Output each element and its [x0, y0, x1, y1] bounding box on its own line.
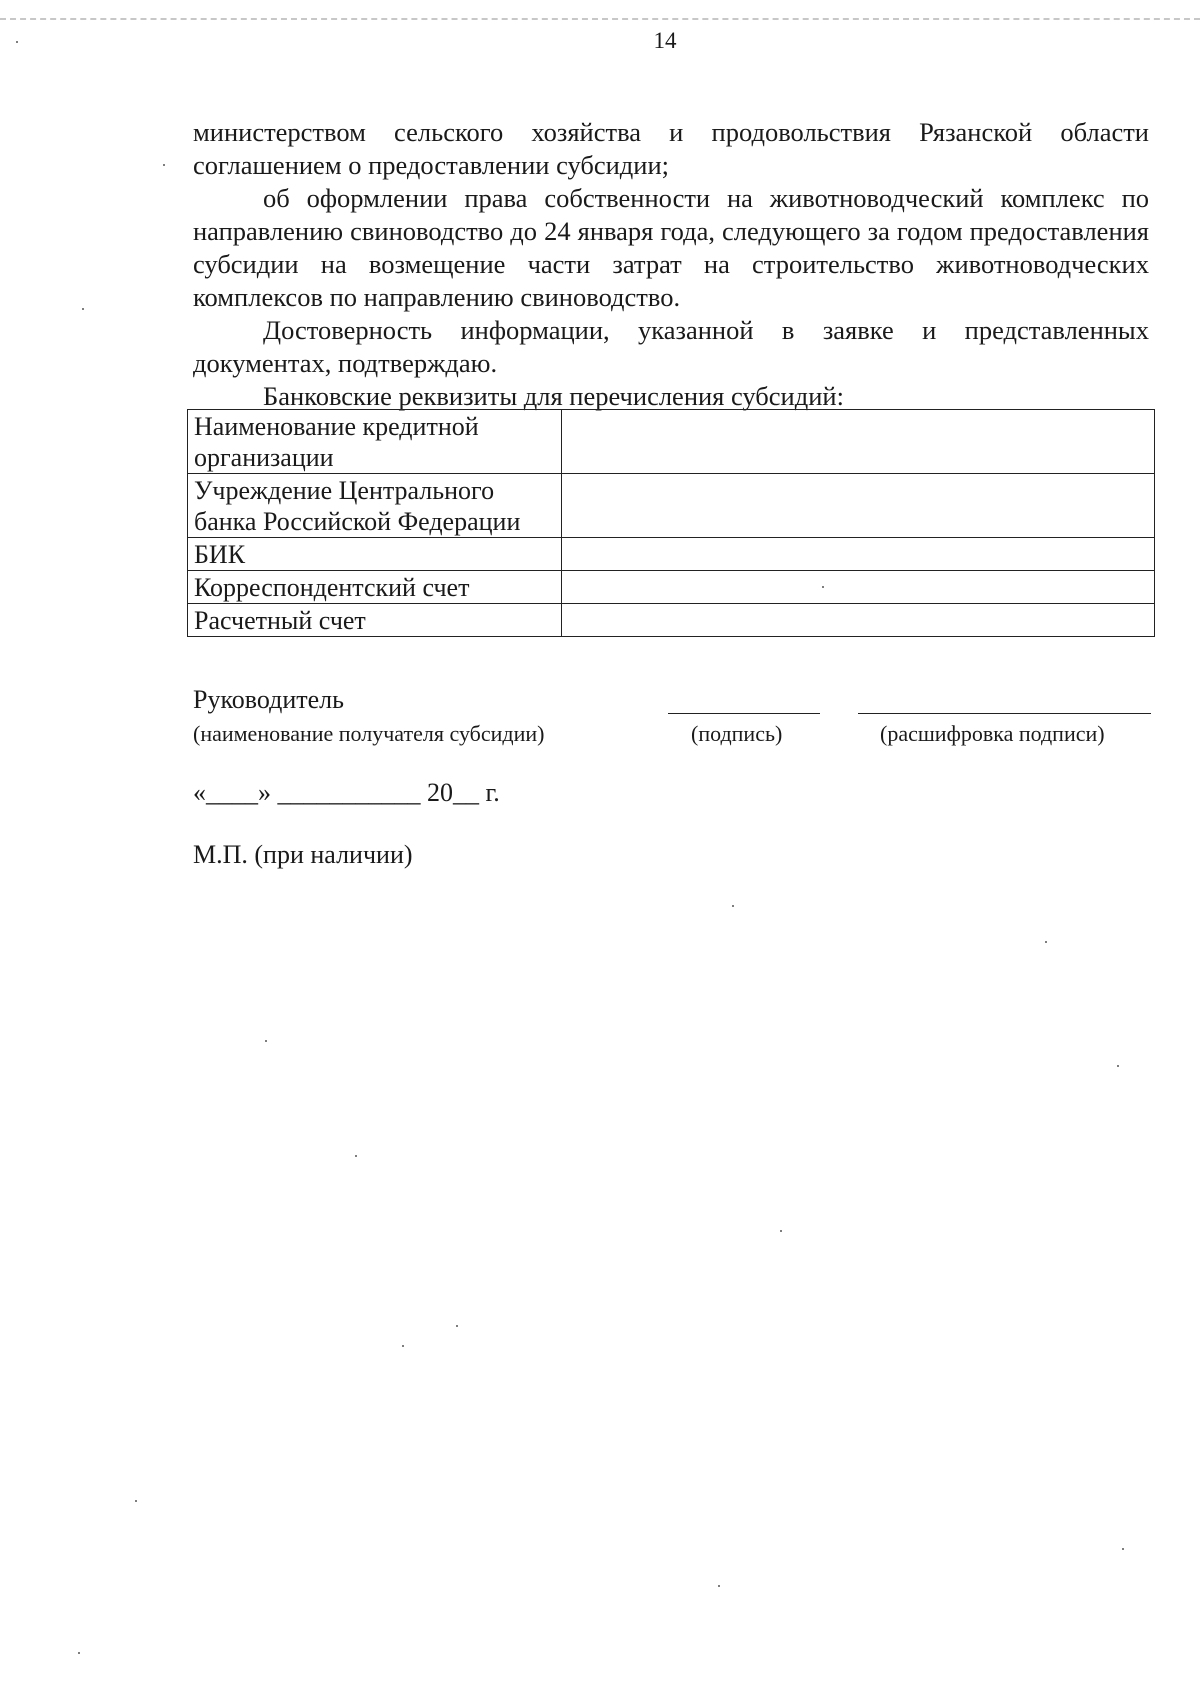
bik-value[interactable]: [562, 538, 1155, 571]
table-row: [188, 474, 1155, 538]
central-bank-label: Учреждение Центрального банка Российской Федерации: [188, 474, 562, 538]
date-line: «____» ___________ 20__ г.: [193, 778, 500, 807]
table-row: [188, 571, 1155, 604]
table-row: [188, 538, 1155, 571]
signature-block: [193, 685, 1153, 755]
signature-caption: (подпись): [691, 721, 783, 746]
scan-speck: [780, 1230, 782, 1232]
signature-decoding-line[interactable]: [858, 713, 1151, 714]
recipient-name-caption: (наименование получателя субсидии): [193, 721, 545, 746]
scan-edge: [0, 18, 1200, 20]
central-bank-value[interactable]: [562, 474, 1155, 538]
paragraph-ownership: [193, 182, 1149, 314]
settlement-account-label: Расчетный счет: [188, 604, 562, 637]
settlement-account-value[interactable]: [562, 604, 1155, 637]
scan-speck: [135, 1500, 137, 1502]
head-title: Руководитель: [193, 685, 344, 714]
paragraph-ministry-text: министерством сельского хозяйства и продовольствия Рязанской области соглашением о предоставлении субсидии;: [193, 117, 1149, 180]
paragraph-ownership-text: об оформлении права собственности на животноводческий комплекс по направлению свиноводство до 24 января года, следующего за годом предоставления субсидии на возмещение части затрат на строительство животноводческих комплексов по направлению свиноводство.: [193, 183, 1149, 312]
paragraph-confirmation: [193, 314, 1149, 380]
bank-details-table: [187, 409, 1155, 637]
bank-name-label: Наименование кредитной организации: [188, 410, 562, 474]
signature-decoding-caption: (расшифровка подписи): [880, 721, 1105, 746]
scan-speck: [82, 308, 84, 310]
scan-speck: [1045, 941, 1047, 943]
scan-speck: [355, 1155, 357, 1157]
scan-speck: [163, 164, 165, 166]
paragraph-confirmation-text: Достоверность информации, указанной в заявке и представленных документах, подтверждаю.: [193, 315, 1149, 378]
scan-speck: [718, 1585, 720, 1587]
scan-speck: [16, 41, 18, 43]
paragraph-ministry: [193, 116, 1149, 182]
scan-speck: [265, 1040, 267, 1042]
bank-name-value[interactable]: [562, 410, 1155, 474]
scan-speck: [1117, 1065, 1119, 1067]
scan-speck: [1122, 1548, 1124, 1550]
page-number: 14: [653, 28, 677, 53]
bik-label: БИК: [188, 538, 562, 571]
correspondent-account-label: Корреспондентский счет: [188, 571, 562, 604]
stamp-place: М.П. (при наличии): [193, 840, 413, 869]
scan-speck: [78, 1652, 80, 1654]
scan-speck: [732, 905, 734, 907]
scan-speck: [822, 586, 824, 588]
table-row: [188, 604, 1155, 637]
scan-speck: [456, 1325, 458, 1327]
scan-speck: [402, 1345, 404, 1347]
correspondent-account-value[interactable]: [562, 571, 1155, 604]
signature-line[interactable]: [668, 713, 820, 714]
bank-details-heading-text: Банковские реквизиты для перечисления субсидий:: [263, 381, 844, 411]
table-row: [188, 410, 1155, 474]
